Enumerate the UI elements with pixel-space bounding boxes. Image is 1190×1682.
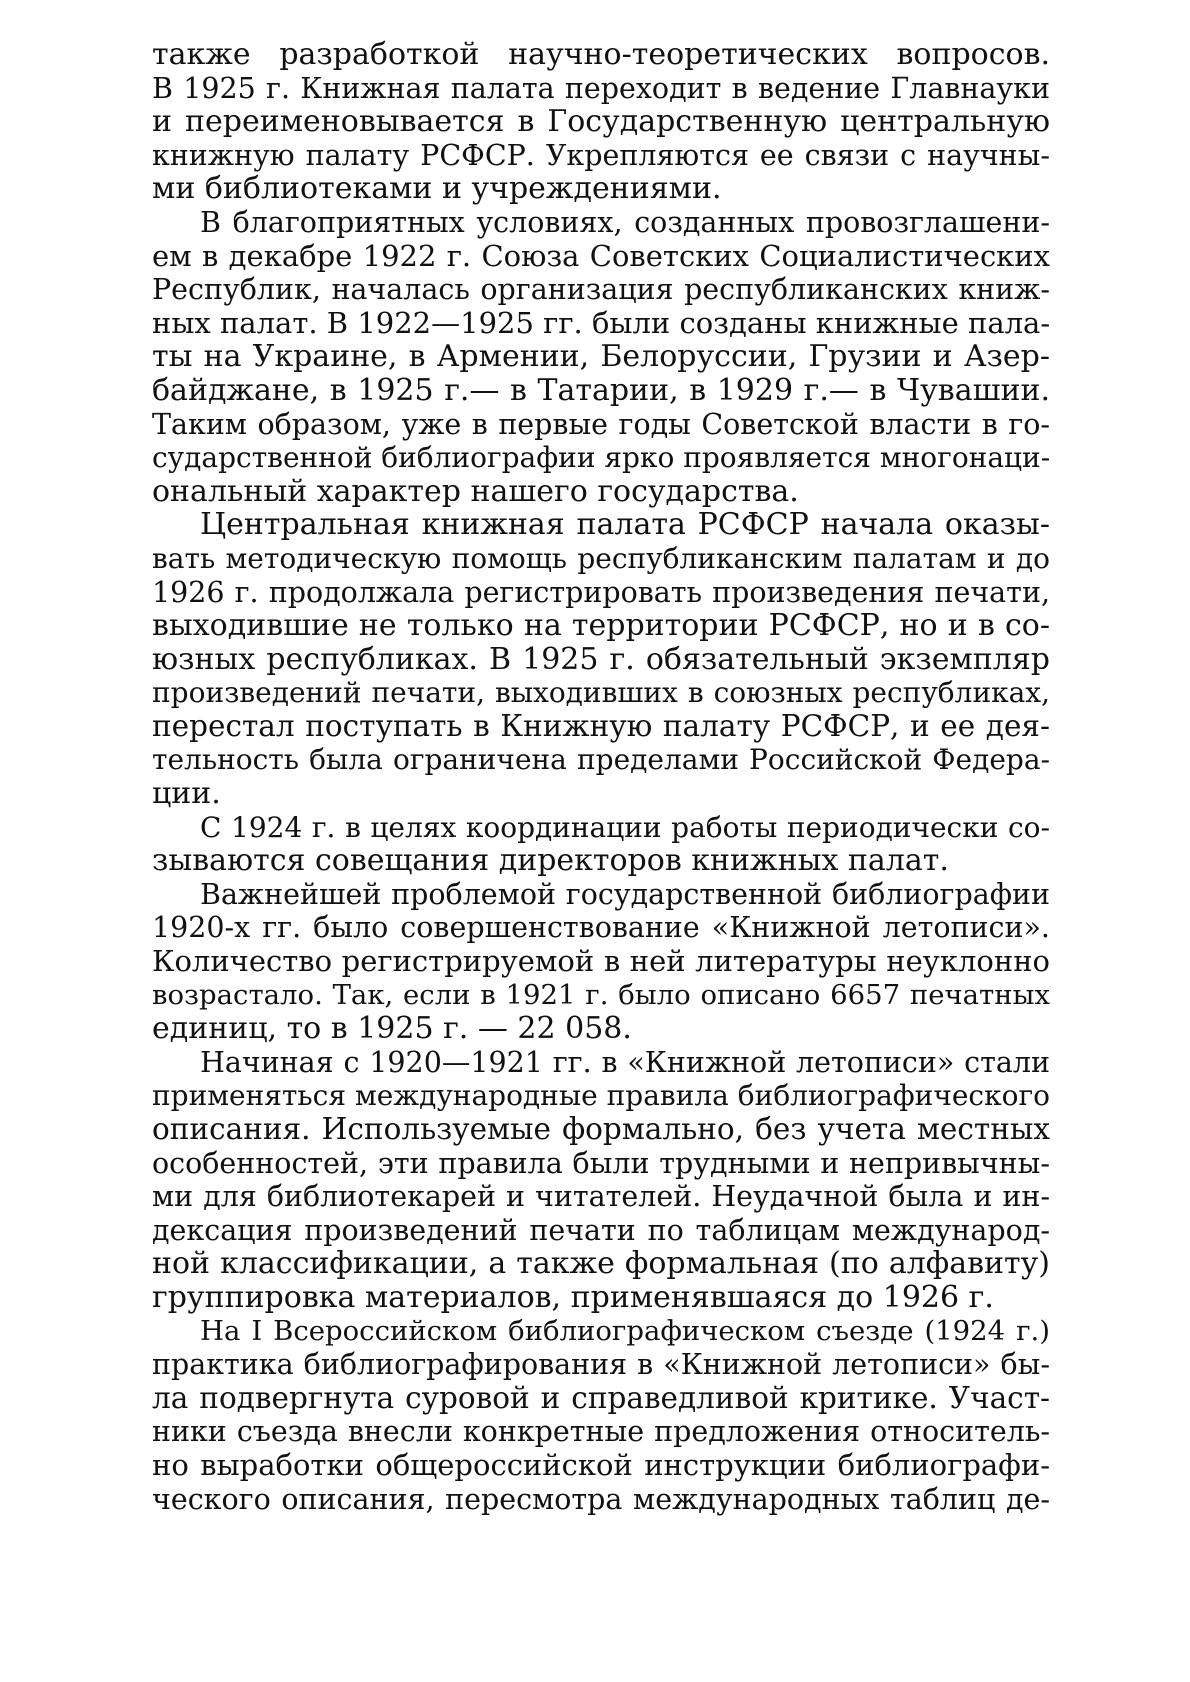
- text-line: Важнейшей проблемой государственной библиографии: [200, 877, 1050, 911]
- text-line: байджане, в 1925 г.— в Татарии, в 1929 г.— в Чувашии.: [152, 372, 1050, 408]
- text-line: ции.: [152, 776, 221, 812]
- text-line: ческого описания, пересмотра международных таблиц де-: [152, 1482, 1050, 1516]
- text-line: Республик, началась организация республиканских книж-: [152, 273, 1050, 307]
- text-line: 1926 г. продолжала регистрировать произведения печати,: [152, 575, 1050, 609]
- text-line: также разработкой научно-теоретических вопросов.: [152, 37, 1050, 72]
- text-line: описания. Используемые формально, без учета местных: [152, 1112, 1050, 1146]
- text-line: Таким образом, уже в первые годы Советской власти в го-: [152, 407, 1050, 441]
- text-line: ной классификации, а также формальная (по алфавиту): [152, 1246, 1050, 1282]
- text-line: ники съезда внесли конкретные предложения относитель-: [152, 1415, 1050, 1449]
- text-line: особенностей, эти правила были трудными и непривычны-: [152, 1146, 1050, 1180]
- text-line: В благоприятных условиях, созданных провозглашени-: [200, 205, 1050, 239]
- text-line: юзных республиках. В 1925 г. обязательный экземпляр: [152, 641, 1050, 677]
- text-line: сударственной библиографии ярко проявляется многонаци-: [152, 441, 1051, 475]
- text-line: перестал поступать в Книжную палату РСФСР, и ее дея-: [152, 708, 1050, 743]
- text-line: ла подвергнута суровой и справедливой критике. Участ-: [152, 1380, 1050, 1415]
- text-line: ми для библиотекарей и читателей. Неудачной была и ин-: [152, 1180, 1050, 1214]
- text-line: ональный характер нашего государства.: [152, 473, 799, 509]
- text-line: дексация произведений печати по таблицам международ-: [152, 1213, 1050, 1247]
- text-line: практика библиографирования в «Книжной летописи» бы-: [152, 1348, 1050, 1382]
- page-body-text: [152, 38, 1050, 1516]
- text-line: применяться международные правила библиографического: [152, 1079, 1050, 1113]
- text-line: 1920-х гг. было совершенствование «Книжной летописи».: [152, 911, 1050, 945]
- text-line: ты на Украине, в Армении, Белоруссии, Грузии и Азер-: [152, 339, 1050, 375]
- text-line: книжную палату РСФСР. Укрепляются ее связи с научны-: [152, 138, 1050, 172]
- text-line: но выработки общероссийской инструкции библиографи-: [152, 1447, 1050, 1482]
- text-line: тельность была ограничена пределами Российской Федера-: [152, 743, 1050, 777]
- text-line: ем в декабре 1922 г. Союза Советских Социалистических: [152, 238, 1050, 273]
- text-line: выходившие не только на территории РСФСР, но и в со-: [152, 608, 1050, 644]
- text-line: С 1924 г. в целях координации работы периодически со-: [200, 810, 1050, 844]
- text-line: возрастало. Так, если в 1921 г. было описано 6657 печатных: [152, 978, 1050, 1011]
- text-line: Центральная книжная палата РСФСР начала оказы-: [200, 507, 1050, 543]
- text-line: произведений печати, выходивших в союзных республиках,: [152, 676, 1050, 710]
- text-line: ных палат. В 1922—1925 гг. были созданы книжные пала-: [152, 305, 1051, 340]
- text-line: В 1925 г. Книжная палата переходит в ведение Главнауки: [152, 71, 1050, 105]
- text-line: Начиная с 1920—1921 гг. в «Книжной летописи» стали: [200, 1045, 1050, 1079]
- text-line: На I Всероссийском библиографическом съезде (1924 г.): [200, 1314, 1050, 1347]
- text-line: ми библиотеками и учреждениями.: [152, 171, 722, 207]
- text-line: Количество регистрируемой в ней литературы неуклонно: [152, 944, 1050, 979]
- text-line: и переименовывается в Государственную центральную: [152, 104, 1050, 140]
- text-line: единиц, то в 1925 г. — 22 058.: [152, 1011, 632, 1047]
- text-line: вать методическую помощь республиканским палатам и до: [152, 541, 1050, 575]
- text-line: группировка материалов, применявшаяся до 1926 г.: [152, 1279, 994, 1315]
- text-line: зываются совещания директоров книжных палат.: [152, 843, 949, 879]
